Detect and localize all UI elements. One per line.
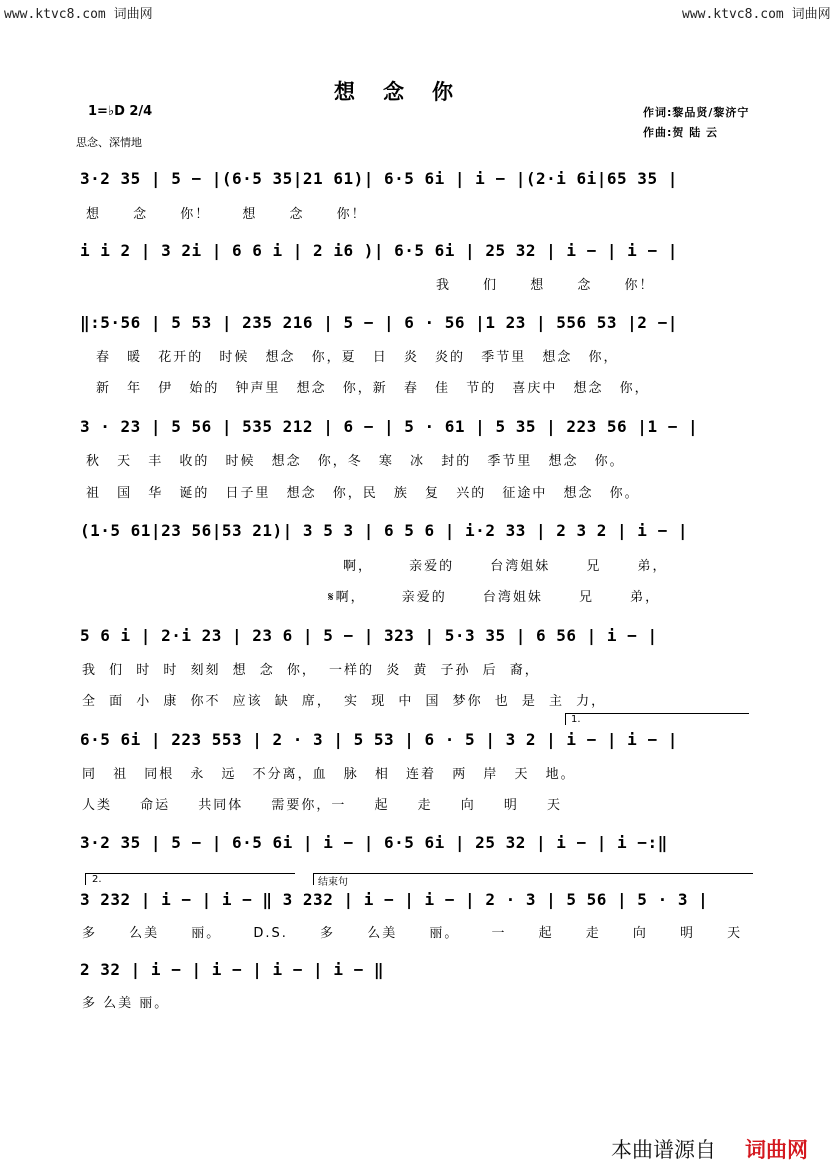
lyric-row-2: 我 们 想 念 你！ [436, 278, 655, 293]
lyric-row-3-verse-1: 春 暖 花开的 时候 想念 你，夏 日 炎 炎的 季节里 想念 你， [96, 350, 619, 365]
volta-1-bracket-edge [565, 713, 566, 725]
lyric-row-3-verse-2: 新 年 伊 始的 钟声里 想念 你，新 春 佳 节的 喜庆中 想念 你， [96, 381, 650, 396]
key-signature: 1=♭D 2/4 [88, 104, 153, 119]
volta-1-bracket [565, 713, 749, 714]
coda-label: 结束句 [318, 877, 348, 888]
notation-row-3: ‖:5·56 | 5 53 | 235 216 | 5 − | 6 · 56 |1 23 | 556 53 |2 −| [80, 313, 678, 332]
volta-2-bracket-edge [85, 873, 86, 885]
watermark-top-right: www.ktvc8.com 词曲网 [682, 7, 831, 22]
watermark-top-left: www.ktvc8.com 词曲网 [4, 7, 153, 22]
lyricist-credit: 作词:黎品贤/黎济宁 [643, 106, 750, 119]
lyric-row-1: 想 念 你！ 想 念 你！ [86, 207, 367, 222]
tempo-mood: 思念、深情地 [76, 136, 142, 149]
lyric-row-6-verse-2: 全 面 小 康 你不 应该 缺 席， 实 现 中 国 梦你 也 是 主 力， [82, 694, 607, 709]
volta-2-label: 2. [92, 874, 102, 885]
notation-row-7: 6·5 6i | 223 553 | 2 · 3 | 5 53 | 6 · 5 | 3 2 | i − | i − | [80, 730, 678, 749]
lyric-row-6-verse-1: 我 们 时 时 刻刻 想 念 你， 一样的 炎 黄 子孙 后 裔， [82, 663, 540, 678]
footer-source-text: 本曲谱源自 [611, 1138, 716, 1162]
lyric-row-5-verse-2: 𝄋啊， 亲爱的 台湾姐妹 兄 弟， [328, 590, 661, 605]
composer-credit: 作曲:贺 陆 云 [643, 126, 719, 139]
coda-bracket-edge [313, 873, 314, 885]
lyric-row-4-verse-1: 秋 天 丰 收的 时候 想念 你，冬 寒 冰 封的 季节里 想念 你。 [86, 454, 625, 469]
volta-1-label: 1. [571, 714, 581, 725]
lyric-row-7-verse-2: 人类 命运 共同体 需要你，一 起 走 向 明 天 [82, 798, 563, 813]
lyric-row-4-verse-2: 祖 国 华 诞的 日子里 想念 你，民 族 复 兴的 征途中 想念 你。 [86, 486, 640, 501]
lyric-row-7-verse-1: 同 祖 同根 永 远 不分离，血 脉 相 连着 两 岸 天 地。 [82, 767, 576, 782]
notation-row-5: (1·5 61|23 56|53 21)| 3 5 3 | 6 5 6 | i·2 33 | 2 3 2 | i − | [80, 521, 688, 540]
lyric-row-10: 多 么美 丽。 [82, 996, 170, 1011]
lyric-row-5-verse-1: 啊， 亲爱的 台湾姐妹 兄 弟， [343, 559, 668, 574]
notation-row-2: i i 2 | 3 2i | 6 6 i | 2 i6 )| 6·5 6i | 25 32 | i − | i − | [80, 241, 678, 260]
notation-row-9: 3 232 | i − | i − ‖ 3 232 | i − | i − | 2 · 3 | 5 56 | 5 · 3 | [80, 890, 709, 909]
coda-bracket [313, 873, 753, 874]
notation-row-8: 3·2 35 | 5 − | 6·5 6i | i − | 6·5 6i | 25 32 | i − | i −:‖ [80, 833, 668, 852]
song-title: 想念你 [334, 79, 481, 104]
notation-row-1: 3·2 35 | 5 − |(6·5 35|21 61)| 6·5 6i | i − |(2·i 6i|65 35 | [80, 169, 678, 188]
notation-row-4: 3 · 23 | 5 56 | 535 212 | 6 − | 5 · 61 | 5 35 | 223 56 |1 − | [80, 417, 699, 436]
volta-2-bracket [85, 873, 295, 874]
lyric-row-9: 多 么美 丽。 D.S. 多 么美 丽。 一 起 走 向 明 天 [82, 926, 743, 941]
footer-brand-link[interactable]: 词曲网 [745, 1138, 808, 1162]
notation-row-6: 5 6 i | 2·i 23 | 23 6 | 5 − | 323 | 5·3 35 | 6 56 | i − | [80, 626, 658, 645]
notation-row-10: 2 32 | i − | i − | i − | i − ‖ [80, 960, 384, 979]
